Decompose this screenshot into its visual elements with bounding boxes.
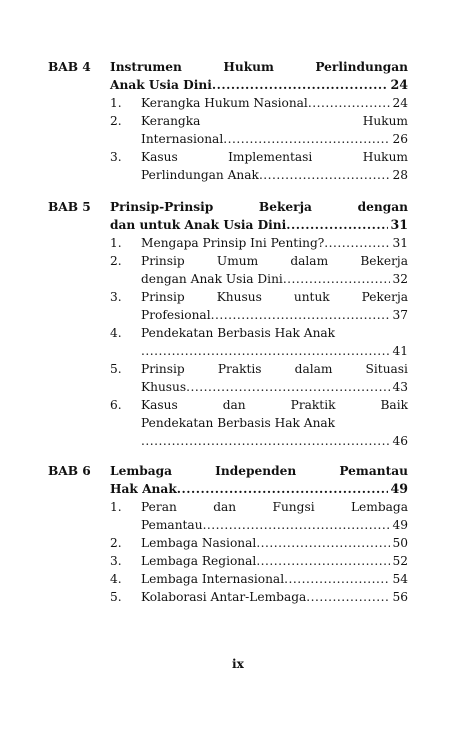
toc-entry [141, 534, 408, 552]
item-number: 5. [110, 362, 122, 376]
page-ref: 56 [392, 590, 408, 604]
word: Baik [380, 398, 408, 412]
justified-line [141, 360, 408, 378]
dot-leader [256, 534, 390, 552]
dot-leader [286, 216, 388, 234]
dot-leader [186, 378, 390, 396]
entry-text: Kolaborasi Antar-Lembaga [141, 590, 307, 604]
toc-entry [141, 432, 408, 450]
dot-leader [141, 342, 390, 360]
dot-leader [324, 234, 390, 252]
dot-leader [211, 306, 391, 324]
dot-leader [212, 76, 389, 94]
item-number: 3. [110, 290, 122, 304]
toc-entry [141, 234, 408, 252]
word: Fungsi [272, 500, 315, 514]
entry-text: Khusus [141, 380, 187, 394]
dot-leader [308, 94, 391, 112]
word: dan [213, 500, 237, 514]
word: Implementasi [228, 150, 313, 164]
item-number: 3. [110, 150, 122, 164]
justified-line [110, 58, 408, 76]
word: Pekerja [361, 290, 408, 304]
entry-text: dan untuk Anak Usia Dini [110, 218, 287, 232]
word: Hukum [362, 114, 408, 128]
word: Kerangka [141, 114, 201, 128]
toc-entry [141, 552, 408, 570]
word: Praktis [217, 362, 262, 376]
entry-text: Lembaga Regional [141, 554, 257, 568]
word: Kasus [141, 398, 178, 412]
word: Situasi [365, 362, 408, 376]
word: Praktik [290, 398, 336, 412]
page-ref: 28 [392, 168, 408, 182]
item-number: 4. [110, 572, 122, 586]
word: Bekerja [360, 254, 408, 268]
word: Prinsip [141, 362, 185, 376]
chapter-title [110, 216, 408, 234]
word: Prinsip [141, 290, 185, 304]
page-ref: 46 [392, 434, 408, 448]
justified-line [141, 396, 408, 414]
dot-leader [283, 270, 391, 288]
toc-entry [141, 94, 408, 112]
justified-line [141, 288, 408, 306]
entry-text: Internasional [141, 132, 224, 146]
word: Lembaga [110, 464, 173, 478]
word: Independen [215, 464, 297, 478]
justified-line [141, 148, 408, 166]
word: Lembaga [350, 500, 408, 514]
page-ref: 54 [392, 572, 408, 586]
dot-leader [306, 588, 390, 606]
page-number: ix [232, 657, 244, 671]
justified-line [110, 198, 408, 216]
entry-text: Perlindungan Anak [141, 168, 259, 182]
page-ref: 49 [392, 518, 408, 532]
word: dalam [294, 362, 333, 376]
word: dengan [357, 200, 408, 214]
word: Hukum [223, 60, 274, 74]
page-ref: 32 [392, 272, 408, 286]
word: Bekerja [258, 200, 312, 214]
page-ref: 41 [392, 344, 408, 358]
chapter-label: BAB 4 [48, 60, 91, 74]
dot-leader [177, 480, 389, 498]
chapter-title [110, 76, 408, 94]
page-ref: 52 [392, 554, 408, 568]
word: Khusus [216, 290, 262, 304]
chapter-label: BAB 6 [48, 464, 91, 478]
page-ref: 37 [392, 308, 408, 322]
page-ref: 43 [392, 380, 408, 394]
dot-leader [203, 516, 391, 534]
item-number: 1. [110, 236, 122, 250]
page-ref: 31 [392, 236, 408, 250]
entry-text: Lembaga Internasional [141, 572, 285, 586]
item-number: 2. [110, 254, 122, 268]
word: dalam [290, 254, 329, 268]
toc-entry [141, 270, 408, 288]
word: Hukum [362, 150, 408, 164]
dot-leader [223, 130, 390, 148]
toc-entry [141, 516, 408, 534]
entry-text: Pendekatan Berbasis Hak Anak [141, 326, 336, 340]
entry-text: Hak Anak [110, 482, 177, 496]
item-number: 1. [110, 500, 122, 514]
entry-text: Profesional [141, 308, 211, 322]
entry-text: Kerangka Hukum Nasional [141, 96, 308, 110]
entry-text: Anak Usia Dini [110, 78, 212, 92]
dot-leader [284, 570, 390, 588]
word: Pemantau [339, 464, 408, 478]
item-number: 1. [110, 96, 122, 110]
item-number: 3. [110, 554, 122, 568]
item-number: 6. [110, 398, 122, 412]
toc-entry [141, 130, 408, 148]
word: dan [222, 398, 246, 412]
word: Prinsip [141, 254, 185, 268]
toc-entry [141, 588, 408, 606]
entry-text: Lembaga Nasional [141, 536, 257, 550]
toc-entry [141, 342, 408, 360]
toc-entry [141, 166, 408, 184]
entry-text: Pendekatan Berbasis Hak Anak [141, 416, 336, 430]
toc-entry [141, 570, 408, 588]
word: Instrumen [110, 60, 182, 74]
entry-text: Pemantau [141, 518, 203, 532]
dot-leader [256, 552, 390, 570]
dot-leader [259, 166, 391, 184]
toc-entry [141, 378, 408, 396]
chapter-label: BAB 5 [48, 200, 91, 214]
word: untuk [293, 290, 330, 304]
word: Perlindungan [315, 60, 408, 74]
justified-line [141, 112, 408, 130]
word: Kasus [141, 150, 178, 164]
item-number: 2. [110, 114, 122, 128]
word: Peran [141, 500, 177, 514]
chapter-title [110, 480, 408, 498]
page-ref: 49 [390, 481, 408, 496]
page-ref: 26 [392, 132, 408, 146]
entry-text: dengan Anak Usia Dini [141, 272, 283, 286]
word: Prinsip-Prinsip [110, 200, 214, 214]
item-number: 4. [110, 326, 122, 340]
page-ref: 24 [390, 77, 408, 92]
dot-leader [141, 432, 390, 450]
justified-line [110, 462, 408, 480]
page-ref: 24 [392, 96, 408, 110]
page-ref: 50 [392, 536, 408, 550]
item-number: 5. [110, 590, 122, 604]
word: Umum [216, 254, 259, 268]
toc-entry [141, 306, 408, 324]
page-ref: 31 [390, 217, 408, 232]
item-number: 2. [110, 536, 122, 550]
entry-text: Mengapa Prinsip Ini Penting? [141, 236, 325, 250]
justified-line [141, 252, 408, 270]
justified-line [141, 498, 408, 516]
